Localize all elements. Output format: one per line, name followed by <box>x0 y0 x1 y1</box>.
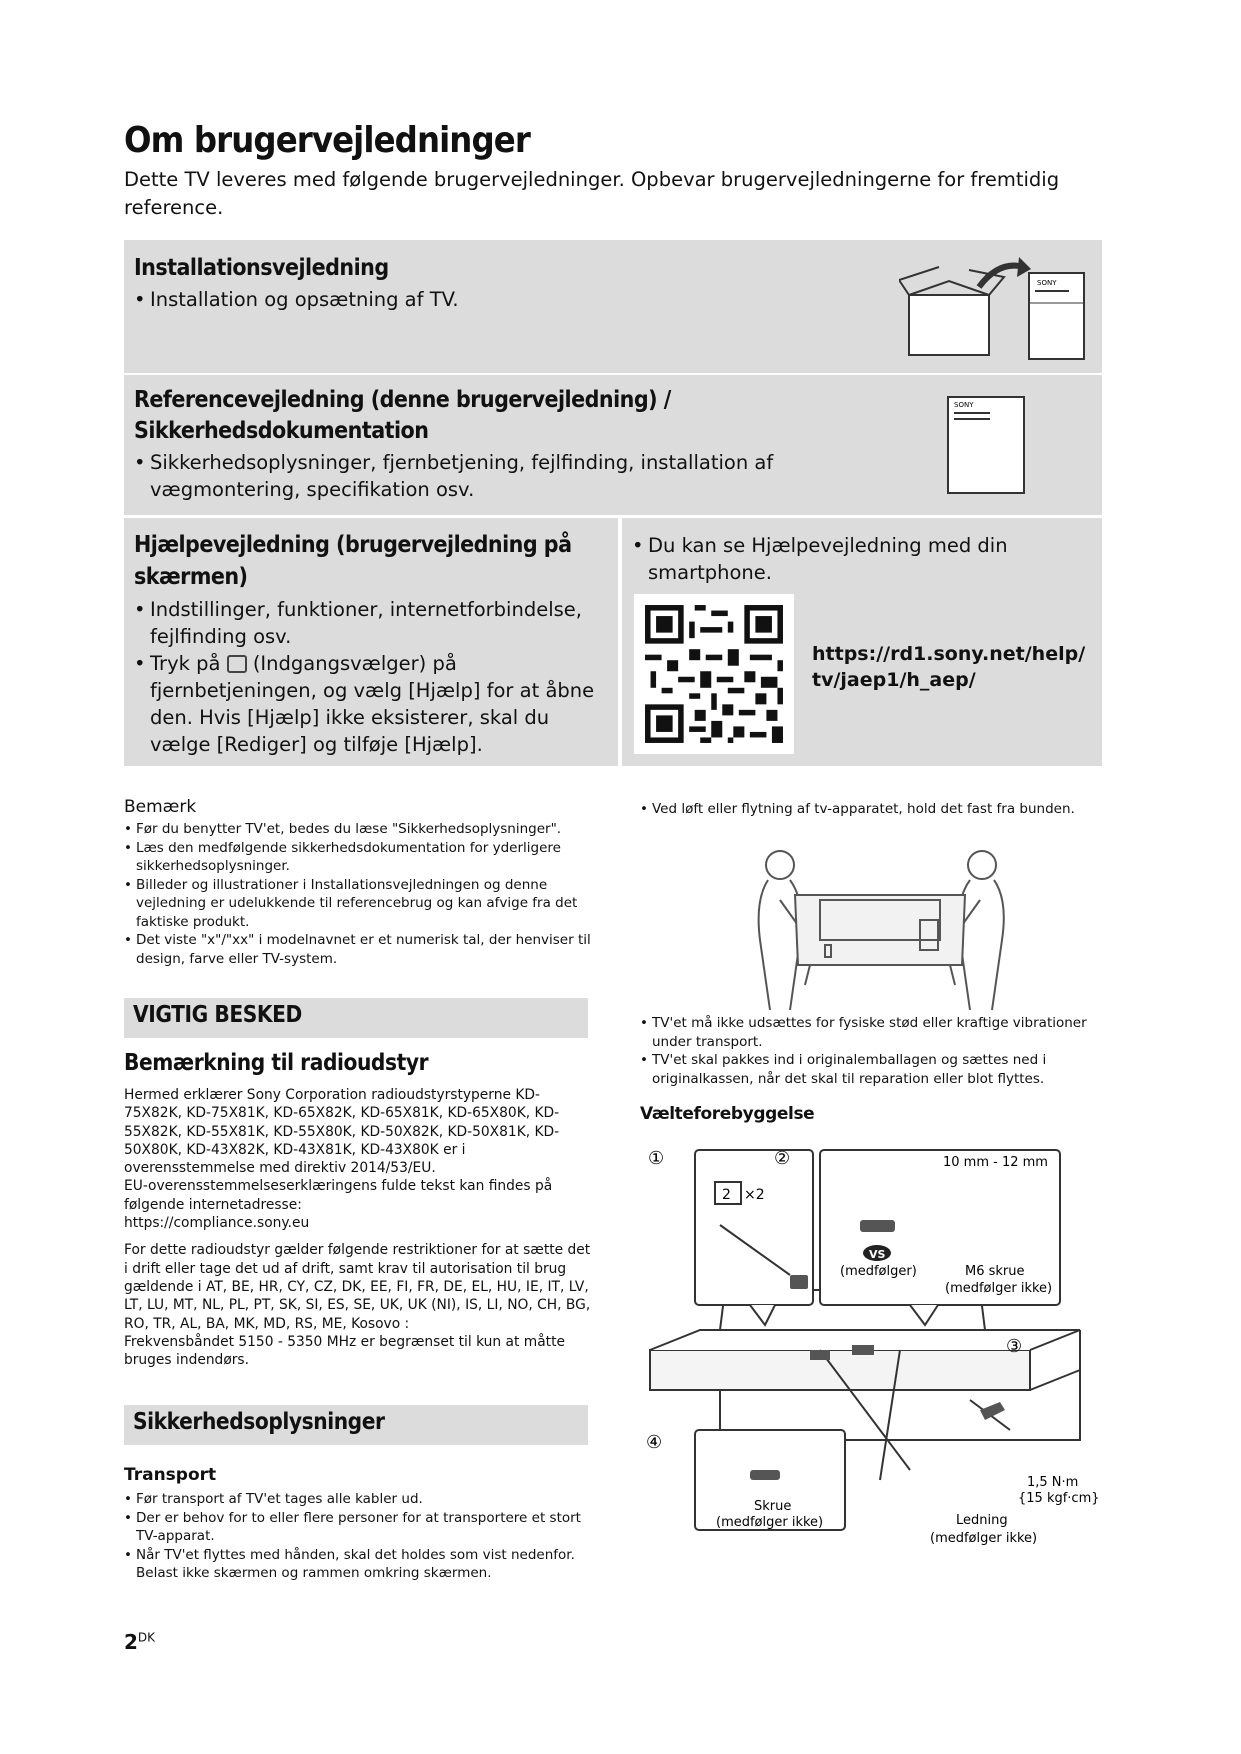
input-selector-icon <box>227 655 247 673</box>
note-item: • Det viste "x"/"xx" i modelnavnet er et numerisk tal, der henviser til design, farve eller TV-system. <box>124 931 594 968</box>
page-number: $2^{DK}$ <box>124 1630 156 1654</box>
supplied-label: (medfølger) <box>840 1264 917 1279</box>
important-banner: VIGTIG BESKED <box>124 998 588 1038</box>
screw-note-label: (medfølger ikke) <box>716 1515 824 1530</box>
manual-icon <box>946 395 1036 499</box>
smartphone-help-box <box>622 518 1102 766</box>
smartphone-bullet: • Du kan se Hjælpevejledning med din smartphone. <box>632 532 1082 586</box>
reference-heading-line2: Sikkerhedsdokumentation <box>134 418 429 444</box>
transport-item: • Før transport af TV'et tages alle kabler ud. <box>124 1490 594 1509</box>
safety-banner: Sikkerhedsoplysninger <box>124 1405 588 1445</box>
note-item: • Læs den medfølgende sikkerhedsdokumentation for yderligere sikkerhedsoplysninger. <box>124 839 594 876</box>
tv-lifting-illustration <box>750 840 1010 1012</box>
transport-heading: Transport <box>124 1465 217 1485</box>
qr-code[interactable] <box>634 594 794 754</box>
help-guide-box <box>124 518 618 766</box>
box-manual-icon <box>899 255 1089 367</box>
note-heading: Bemærk <box>124 797 197 817</box>
m6-note-label: (medfølger ikke) <box>945 1281 1053 1296</box>
step1-label: ① <box>648 1148 665 1169</box>
step2-label: ② <box>774 1148 791 1169</box>
installation-bullet: • Installation og opsætning af TV. <box>134 286 834 313</box>
step3-label: ③ <box>1006 1336 1023 1357</box>
m6-label: M6 skrue <box>965 1264 1025 1279</box>
tip-prevention-diagram <box>640 1140 1110 1560</box>
radio-text: Hermed erklærer Sony Corporation radioudstyrstyperne KD-75X82K, KD-75X81K, KD-65X82K, KD-65X81K, KD-65X80K, KD-55X82K, KD-55X81K, KD-55X80K, KD-50X82K, KD-50X81K, KD-50X80K, KD-43X82K, KD-43X81K, KD-43X80K er i overensstemmelse med direktiv 2014/53/EU. EU-overensstemmelseserklæringens fulde tekst kan findes på følgende internetadresse: https://compliance.sony.eu For dette radioudstyr gælder følgende restriktioner for at sætte det i drift eller tage det ud af drift, samt krav til autorisation til brug gældende i AT, BE, HR, CY, CZ, DK, EE, FI, FR, DE, EL, HU, IE, IT, LV, LT, LU, MT, NL, PL, PT, SK, SI, ES, SE, UK, UK (NI), IS, LI, NO, CH, BG, RO, TR, AL, BA, MK, MD, RS, ME, Kosovo : Frekvensbåndet 5150 - 5350 MHz er begrænset til kun at måtte bruges indendørs. <box>124 1087 591 1369</box>
transport-shock-item: • TV'et må ikke udsættes for fysiske stød eller kraftige vibrationer under transport. <box>640 1014 1110 1051</box>
qr-code-icon <box>634 594 794 754</box>
step4-label: ④ <box>646 1432 663 1453</box>
transport-item: • Der er behov for to eller flere personer for at transportere et stort TV-apparat. <box>124 1509 594 1546</box>
screw-label: Skrue <box>754 1499 792 1514</box>
torque-kgf-label: {15 kgf·cm} <box>1018 1491 1100 1506</box>
cord-note-label: (medfølger ikke) <box>930 1531 1038 1546</box>
torque-label: 1,5 N·m <box>1027 1475 1079 1490</box>
help-bullet-settings: • Indstillinger, funktioner, internetforbindelse, fejlfinding osv. <box>134 596 604 650</box>
help-bullet-input-selector: • Tryk på (Indgangsvælger) på fjernbetjeningen, og vælg [Hjælp] for at åbne den. Hvis [Hjælp] ikke eksisterer, skal du vælge [Rediger] og tilføje [Hjælp]. <box>134 650 604 758</box>
help-heading-line1: Hjælpevejledning (brugervejledning på <box>134 532 572 558</box>
note-item: • Billeder og illustrationer i Installationsvejledningen og denne vejledning er udelukkende til referencebrug og kan afvige fra det faktiske produkt. <box>124 876 594 932</box>
transport-item: • Når TV'et flyttes med hånden, skal det holdes som vist nedenfor. Belast ikke skærmen og rammen omkring skærmen. <box>124 1546 594 1583</box>
tip-prevention-heading: Vælteforebyggelse <box>640 1104 815 1124</box>
installation-guide-box <box>124 240 1102 373</box>
reference-bullet: • Sikkerhedsoplysninger, fjernbetjening, fejlfinding, installation af vægmontering, specifikation osv. <box>134 449 804 503</box>
count-label: 2 <box>722 1187 731 1203</box>
help-url[interactable]: https://rd1.sony.net/help/ tv/jaep1/h_aep/ <box>812 643 1086 691</box>
times-label: ×2 <box>744 1187 765 1203</box>
help-heading-line2: skærmen) <box>134 564 248 590</box>
page-title: Om brugervejledninger <box>124 120 530 161</box>
note-item: • Før du benytter TV'et, bedes du læse "Sikkerhedsoplysninger". <box>124 820 594 839</box>
note-list <box>124 820 594 968</box>
lift-note: • Ved løft eller flytning af tv-apparatet, hold det fast fra bunden. <box>640 800 1110 819</box>
brand-label: SONY <box>1037 279 1057 287</box>
transport-list <box>124 1490 594 1583</box>
cord-label: Ledning <box>956 1513 1008 1528</box>
size-label: 10 mm - 12 mm <box>943 1155 1048 1170</box>
reference-heading-line1: Referencevejledning (denne brugervejledning) / <box>134 387 671 413</box>
reference-guide-box <box>124 375 1102 515</box>
intro-text: Dette TV leveres med følgende brugervejledninger. Opbevar brugervejledningerne for fremtidig reference. <box>124 168 1060 219</box>
radio-heading: Bemærkning til radioudstyr <box>124 1050 429 1076</box>
transport-pack-item: • TV'et skal pakkes ind i originalemballagen og sættes ned i originalkassen, når det skal til reparation eller blot flyttes. <box>640 1051 1110 1088</box>
brand-label: SONY <box>954 401 974 409</box>
installation-heading: Installationsvejledning <box>134 255 389 281</box>
vs-label: VS <box>869 1248 886 1261</box>
